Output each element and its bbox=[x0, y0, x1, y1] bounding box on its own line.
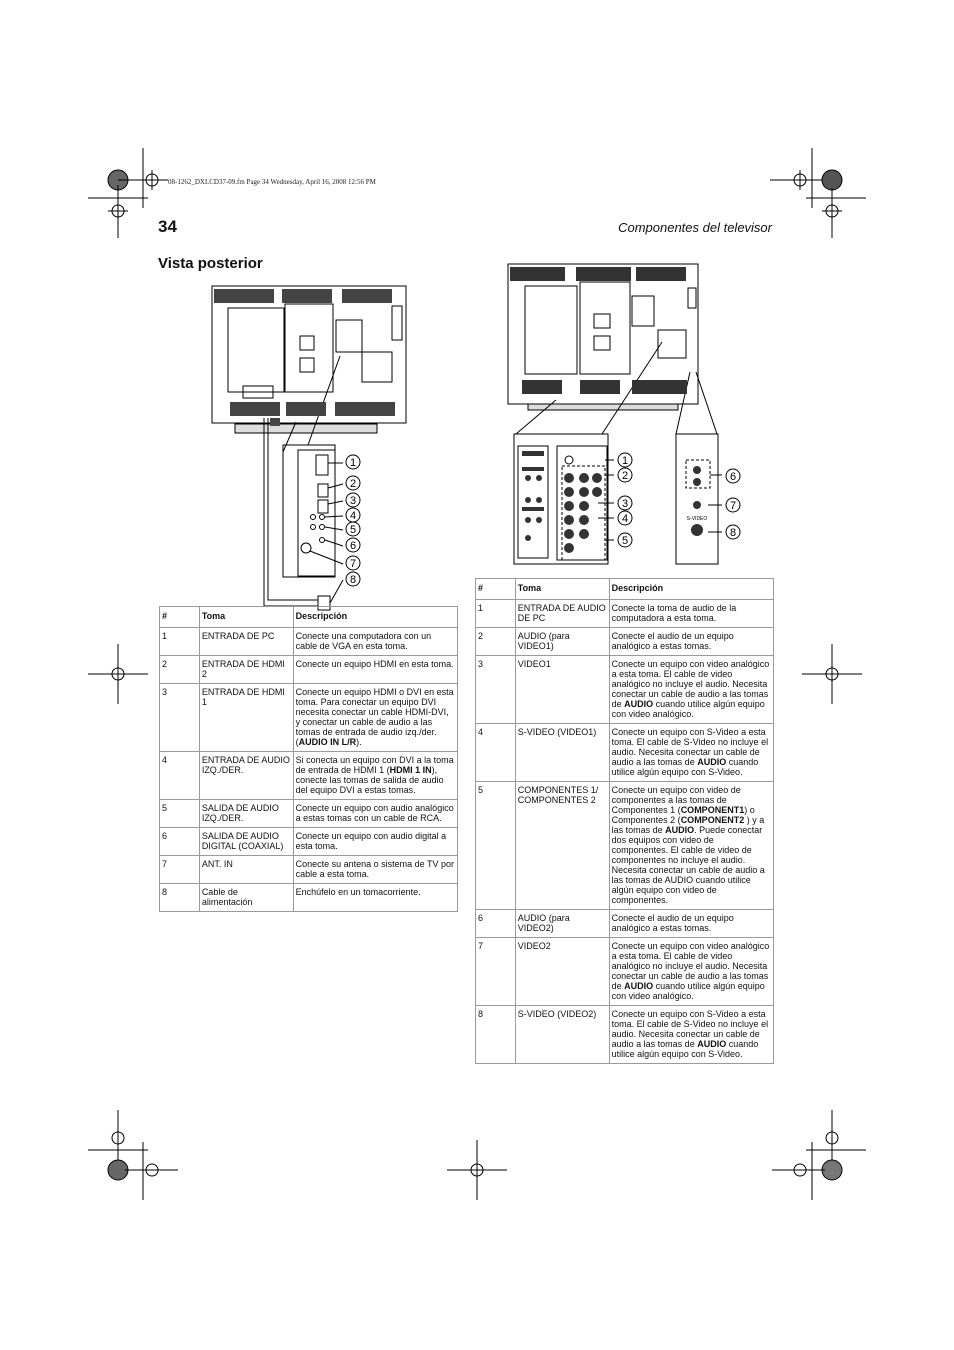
table-row bbox=[476, 600, 774, 628]
callout-7: 7 bbox=[349, 558, 357, 570]
cell-desc: Conecte el audio de un equipo analógico a estas tomas. bbox=[609, 910, 773, 938]
cell-num: 8 bbox=[160, 884, 200, 912]
callout-4: 4 bbox=[621, 513, 629, 525]
cell-desc: Conecte un equipo con S-Video a esta toma. El cable de S-Video no incluye el audio. Necesita conectar un cable de audio a las tomas de AUDIO cuando utilice algún equipo con S-Video. bbox=[609, 1006, 773, 1064]
callout-7: 7 bbox=[729, 500, 737, 512]
table-row bbox=[476, 1006, 774, 1064]
cell-desc: Conecte una computadora con un cable de VGA en esta toma. bbox=[293, 628, 457, 656]
file-slug: 08-1262_DXLCD37-09.fm Page 34 Wednesday, April 16, 2008 12:56 PM bbox=[168, 178, 376, 186]
cell-desc: Si conecta un equipo con DVI a la toma de entrada de HDMI 1 (HDMI 1 IN), conecte las tomas de salida de audio del equipo DVI a estas tomas. bbox=[293, 752, 457, 800]
table-row bbox=[160, 800, 458, 828]
cell-num: 7 bbox=[476, 938, 516, 1006]
cell-num: 7 bbox=[160, 856, 200, 884]
cell-desc: Conecte su antena o sistema de TV por cable a esta toma. bbox=[293, 856, 457, 884]
cell-toma: AUDIO (para VIDEO2) bbox=[515, 910, 609, 938]
cell-desc: Conecte un equipo con audio digital a esta toma. bbox=[293, 828, 457, 856]
cell-desc: Conecte un equipo HDMI o DVI en esta toma. Para conectar un equipo DVI necesita conectar un cable HDMI-DVI, y conectar un cable de audio a las tomas de entrada de audio izq./der. (AUDIO IN L/R). bbox=[293, 684, 457, 752]
callout-3: 3 bbox=[621, 498, 629, 510]
cell-toma: ENTRADA DE PC bbox=[199, 628, 293, 656]
cell-num: 4 bbox=[160, 752, 200, 800]
cell-desc: Enchúfelo en un tomacorriente. bbox=[293, 884, 457, 912]
callout-6: 6 bbox=[729, 471, 737, 483]
table-row bbox=[160, 684, 458, 752]
s-video-label: S-VIDEO bbox=[686, 516, 708, 522]
callout-4: 4 bbox=[349, 510, 357, 522]
cell-desc: Conecte un equipo con S-Video a esta toma. El cable de S-Video no incluye el audio. Necesita conectar un cable de audio a las tomas de AUDIO cuando utilice algún equipo con S-Video. bbox=[609, 724, 773, 782]
right-spec-table bbox=[475, 578, 774, 1064]
table-row bbox=[160, 884, 458, 912]
col-header-num: # bbox=[476, 579, 516, 600]
cell-toma: VIDEO2 bbox=[515, 938, 609, 1006]
table-row bbox=[476, 938, 774, 1006]
table-row bbox=[160, 828, 458, 856]
callout-3: 3 bbox=[349, 495, 357, 507]
cell-num: 1 bbox=[160, 628, 200, 656]
cell-toma: ENTRADA DE HDMI 1 bbox=[199, 684, 293, 752]
cell-desc: Conecte un equipo con video analógico a esta toma. El cable de video analógico no incluye el audio. Necesita conectar un cable de audio a las tomas de AUDIO cuando utilice algún equipo con video analógico. bbox=[609, 938, 773, 1006]
callout-5: 5 bbox=[349, 524, 357, 536]
cell-num: 5 bbox=[160, 800, 200, 828]
col-header-desc: Descripción bbox=[609, 579, 773, 600]
table-header-row bbox=[160, 607, 458, 628]
cell-toma: ENTRADA DE AUDIO IZQ./DER. bbox=[199, 752, 293, 800]
table-row bbox=[160, 628, 458, 656]
col-header-toma: Toma bbox=[199, 607, 293, 628]
table-row bbox=[476, 782, 774, 910]
col-header-desc: Descripción bbox=[293, 607, 457, 628]
cell-num: 6 bbox=[160, 828, 200, 856]
page-number: 34 bbox=[158, 217, 177, 236]
cell-desc: Conecte un equipo con audio analógico a estas tomas con un cable de RCA. bbox=[293, 800, 457, 828]
left-spec-table bbox=[159, 606, 458, 912]
cell-desc: Conecte la toma de audio de la computadora a esta toma. bbox=[609, 600, 773, 628]
table-row bbox=[476, 724, 774, 782]
cell-toma: Cable de alimentación bbox=[199, 884, 293, 912]
cell-num: 3 bbox=[476, 656, 516, 724]
callout-1: 1 bbox=[621, 455, 629, 467]
cell-toma: S-VIDEO (VIDEO2) bbox=[515, 1006, 609, 1064]
cell-num: 1 bbox=[476, 600, 516, 628]
table-row bbox=[160, 656, 458, 684]
cell-toma: ENTRADA DE AUDIO DE PC bbox=[515, 600, 609, 628]
callout-2: 2 bbox=[621, 470, 629, 482]
table-row bbox=[476, 910, 774, 938]
cell-desc: Conecte un equipo con video de componentes a las tomas de Componentes 1 (COMPONENT1) o Componentes 2 (COMPONENT2 ) y a las tomas de AUDIO. Puede conectar dos equipos con video de componentes. El cable de video de componentes no incluye el audio. Necesita conectar un cable de audio a las tomas de AUDIO cuando utilice algún equipo con video de componentes. bbox=[609, 782, 773, 910]
cell-num: 5 bbox=[476, 782, 516, 910]
callout-5: 5 bbox=[621, 535, 629, 547]
cell-num: 8 bbox=[476, 1006, 516, 1064]
col-header-toma: Toma bbox=[515, 579, 609, 600]
cell-toma: VIDEO1 bbox=[515, 656, 609, 724]
cell-toma: ENTRADA DE HDMI 2 bbox=[199, 656, 293, 684]
cell-desc: Conecte el audio de un equipo analógico a estas tomas. bbox=[609, 628, 773, 656]
running-header: Componentes del televisor bbox=[618, 220, 772, 235]
callout-2: 2 bbox=[349, 478, 357, 490]
cell-toma: SALIDA DE AUDIO DIGITAL (COAXIAL) bbox=[199, 828, 293, 856]
section-title: Vista posterior bbox=[158, 255, 263, 272]
col-header-num: # bbox=[160, 607, 200, 628]
callout-8: 8 bbox=[729, 527, 737, 539]
table-row bbox=[476, 628, 774, 656]
callout-8: 8 bbox=[349, 574, 357, 586]
table-row bbox=[476, 656, 774, 724]
cell-num: 6 bbox=[476, 910, 516, 938]
cell-toma: SALIDA DE AUDIO IZQ./DER. bbox=[199, 800, 293, 828]
cell-num: 2 bbox=[476, 628, 516, 656]
table-header-row bbox=[476, 579, 774, 600]
cell-desc: Conecte un equipo HDMI en esta toma. bbox=[293, 656, 457, 684]
cell-toma: ANT. IN bbox=[199, 856, 293, 884]
callout-1: 1 bbox=[349, 457, 357, 469]
cell-desc: Conecte un equipo con video analógico a esta toma. El cable de video analógico no incluye el audio. Necesita conectar un cable de audio a las tomas de AUDIO cuando utilice algún equipo con video analógico. bbox=[609, 656, 773, 724]
callout-6: 6 bbox=[349, 540, 357, 552]
cell-num: 3 bbox=[160, 684, 200, 752]
table-row bbox=[160, 856, 458, 884]
cell-num: 4 bbox=[476, 724, 516, 782]
cell-toma: COMPONENTES 1/ COMPONENTES 2 bbox=[515, 782, 609, 910]
cell-num: 2 bbox=[160, 656, 200, 684]
cell-toma: S-VIDEO (VIDEO1) bbox=[515, 724, 609, 782]
table-row bbox=[160, 752, 458, 800]
cell-toma: AUDIO (para VIDEO1) bbox=[515, 628, 609, 656]
